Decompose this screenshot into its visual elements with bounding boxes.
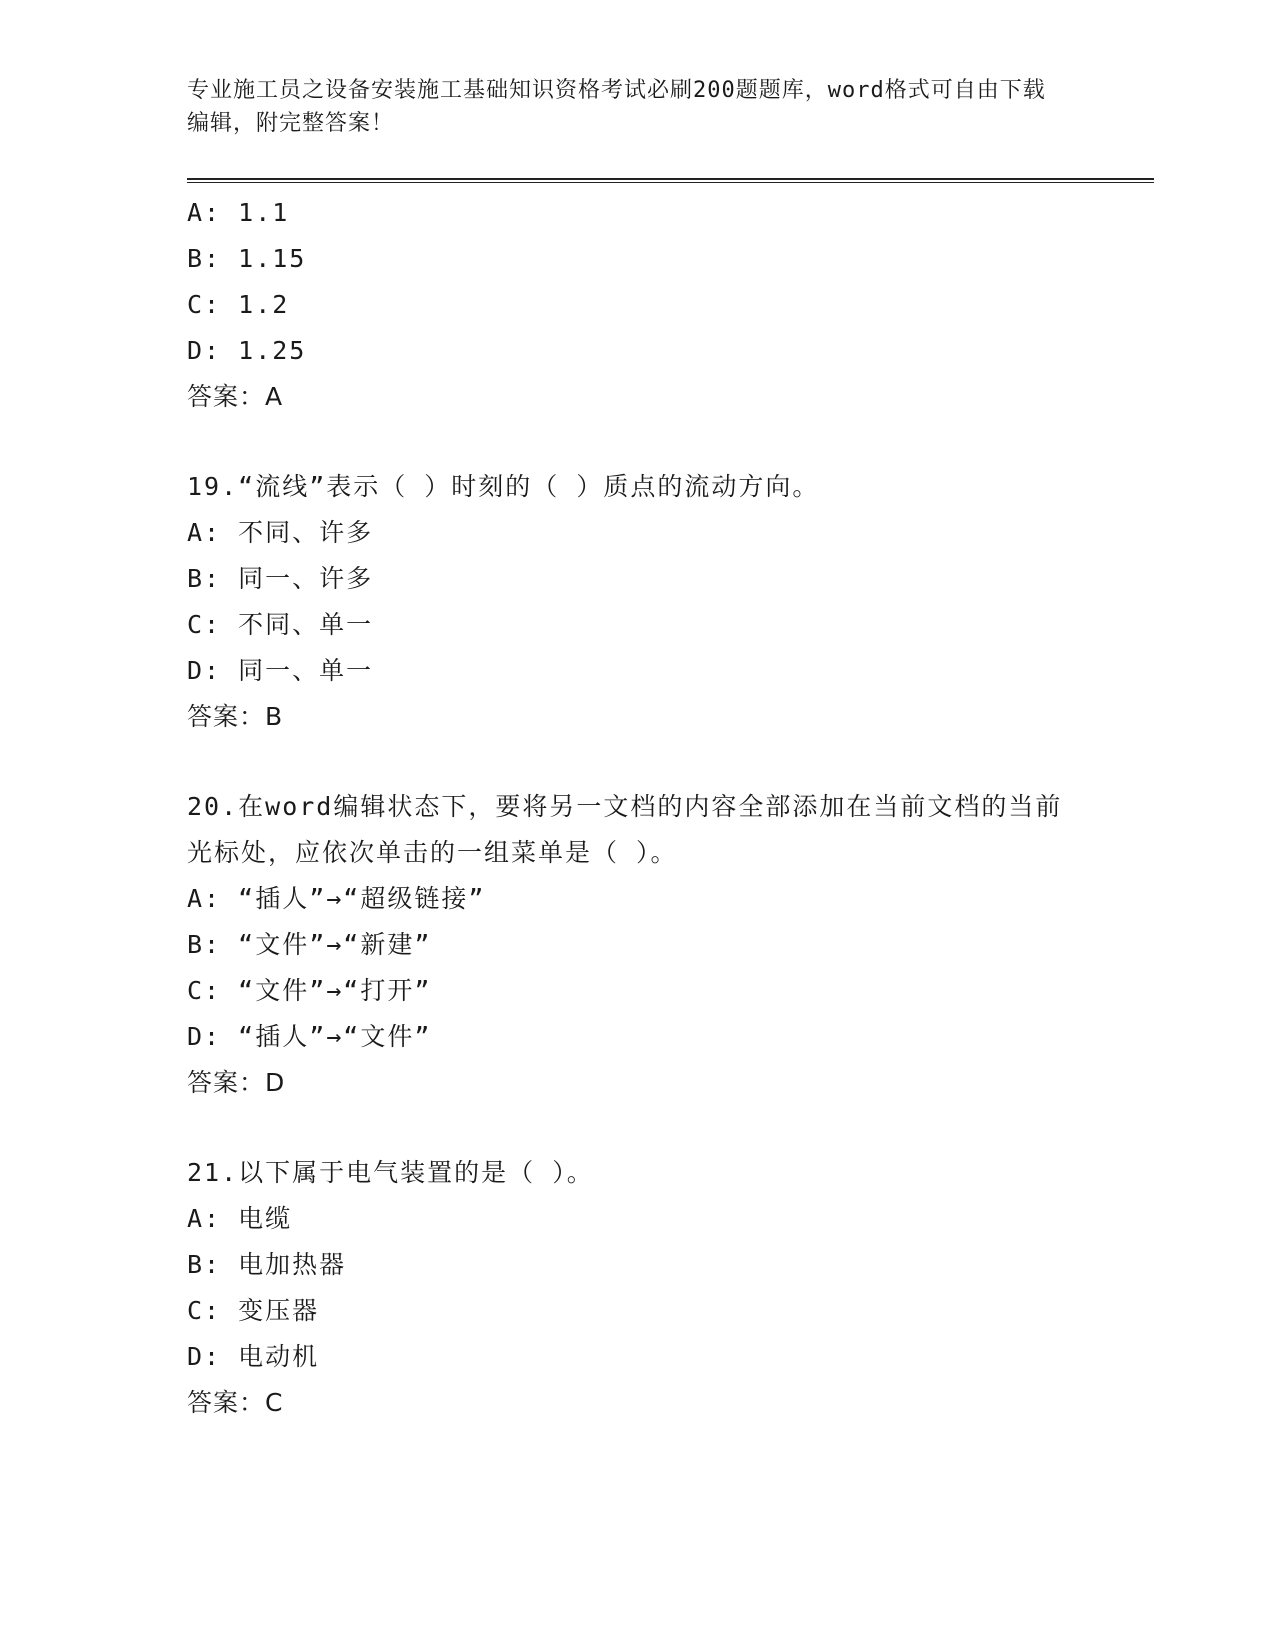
option-d: D: 电动机 — [187, 1342, 320, 1371]
option-b: B: 同一、许多 — [187, 564, 374, 593]
question-block-21 — [187, 1150, 1087, 1426]
option-c: C: 1.2 — [187, 290, 290, 319]
document-header: 专业施工员之设备安装施工基础知识资格考试必刷200题题库，word格式可自由下载编辑，附完整答案！ — [187, 78, 1046, 136]
option-a: A: 1.1 — [187, 198, 290, 227]
option-c: C: “文件”→“打开” — [187, 976, 432, 1005]
answer-line: 答案：B — [187, 702, 284, 731]
option-d: D: 同一、单一 — [187, 656, 374, 685]
question-text: 19.“流线”表示（ ）时刻的（ ）质点的流动方向。 — [187, 472, 820, 501]
question-block-19 — [187, 464, 1087, 740]
question-block-18 — [187, 190, 1087, 420]
question-list — [187, 190, 1087, 1426]
option-b: B: “文件”→“新建” — [187, 930, 432, 959]
option-b: B: 电加热器 — [187, 1250, 347, 1279]
option-c: C: 变压器 — [187, 1296, 320, 1325]
answer-line: 答案：D — [187, 1068, 286, 1097]
option-b: B: 1.15 — [187, 244, 307, 273]
answer-line: 答案：A — [187, 382, 284, 411]
answer-line: 答案：C — [187, 1388, 284, 1417]
option-d: D: “插人”→“文件” — [187, 1022, 432, 1051]
option-c: C: 不同、单一 — [187, 610, 374, 639]
header-divider — [187, 178, 1154, 183]
option-a: A: “插人”→“超级链接” — [187, 884, 486, 913]
question-block-20 — [187, 784, 1087, 1106]
question-text: 20.在word编辑状态下，要将另一文档的内容全部添加在当前文档的当前光标处，应依次单击的一组菜单是（ ）。 — [187, 792, 1063, 867]
option-d: D: 1.25 — [187, 336, 307, 365]
question-text: 21.以下属于电气装置的是（ ）。 — [187, 1158, 594, 1187]
option-a: A: 不同、许多 — [187, 518, 374, 547]
option-a: A: 电缆 — [187, 1204, 293, 1233]
